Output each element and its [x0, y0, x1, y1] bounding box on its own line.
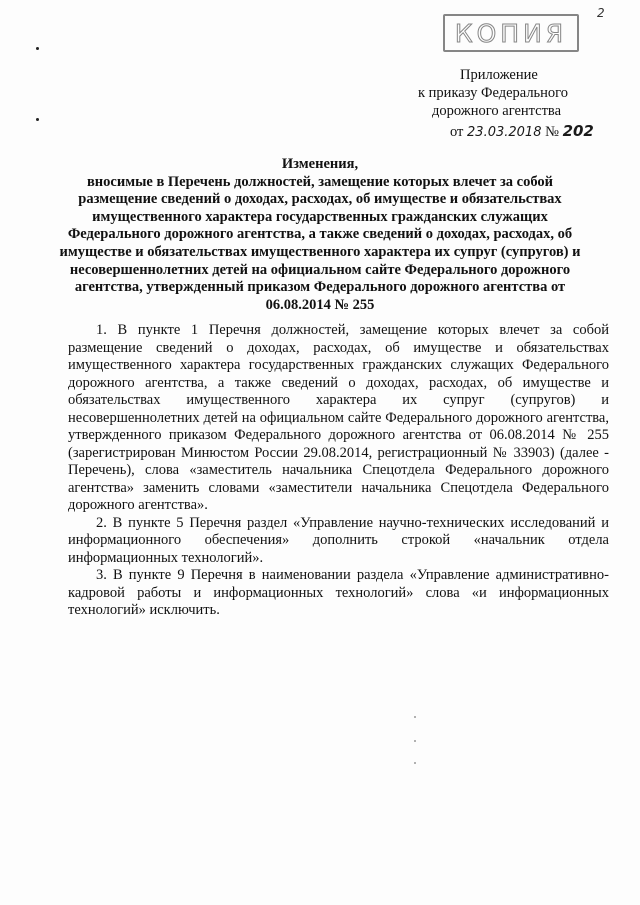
number-sign: №	[545, 124, 559, 140]
document-body	[68, 322, 609, 620]
scan-speck	[414, 740, 416, 742]
copy-stamp: КОПИЯ	[443, 14, 579, 52]
paragraph-2: 2. В пункте 5 Перечня раздел «Управление научно-технических исследований и информационного обеспечения» дополнить строкой «начальник отдела информационных технологий».	[68, 514, 609, 566]
handwritten-date: 23.03.2018	[467, 125, 542, 140]
page-number: 2	[597, 6, 605, 20]
document-title	[52, 156, 588, 314]
paragraph-3: 3. В пункте 9 Перечня в наименовании раздела «Управление административно-кадровой работы и информационных технологий» слова «и информационных технологий» исключить.	[68, 567, 609, 618]
appendix-date-line	[418, 122, 618, 142]
appendix-header	[418, 66, 618, 142]
scan-speck	[36, 47, 39, 50]
title-text: вносимые в Перечень должностей, замещение которых влечет за собой размещение сведений о доходах, расходах, об имуществе и обязательствах имущественного характера государственных гражданских служащих Федерального дорожного агентства, а также сведений о доходах, расходах, об имуществе и обязательствах имущественного характера их супруг (супругов) и несовершеннолетних детей на официальном сайте Федерального дорожного агентства, утвержденный приказом Федерального дорожного агентства от 06.08.2014 № 255	[59, 173, 581, 313]
handwritten-number: 202	[562, 122, 594, 140]
title-heading: Изменения,	[281, 156, 359, 172]
scan-speck	[414, 762, 416, 764]
scan-speck	[36, 118, 39, 121]
appendix-line-3: дорожного агентства	[432, 103, 562, 119]
paragraph-1: 1. В пункте 1 Перечня должностей, замещение которых влечет за собой размещение сведений о доходах, расходах, об имуществе и обязательствах имущественного характера государственных гражданских служащих Федерального дорожного агентства, а также сведений о доходах, расходах, об имуществе и обязательствах имущественного характера их супруг (супругов) и несовершеннолетних детей на официальном сайте Федерального дорожного агентства, утвержденного приказом Федерального дорожного агентства от 06.08.2014 № 255 (зарегистрирован Минюстом России 29.08.2014, регистрационный № 33903) (далее - Перечень), слова «заместитель начальника Спецотдела Федерального дорожного агентства» заменить словами «заместители начальника Спецотдела Федерального дорожного агентства».	[68, 322, 609, 513]
appendix-line-2: к приказу Федерального	[418, 85, 569, 101]
scan-speck	[414, 716, 416, 718]
appendix-line-1: Приложение	[460, 67, 538, 83]
date-prefix: от	[450, 124, 464, 140]
